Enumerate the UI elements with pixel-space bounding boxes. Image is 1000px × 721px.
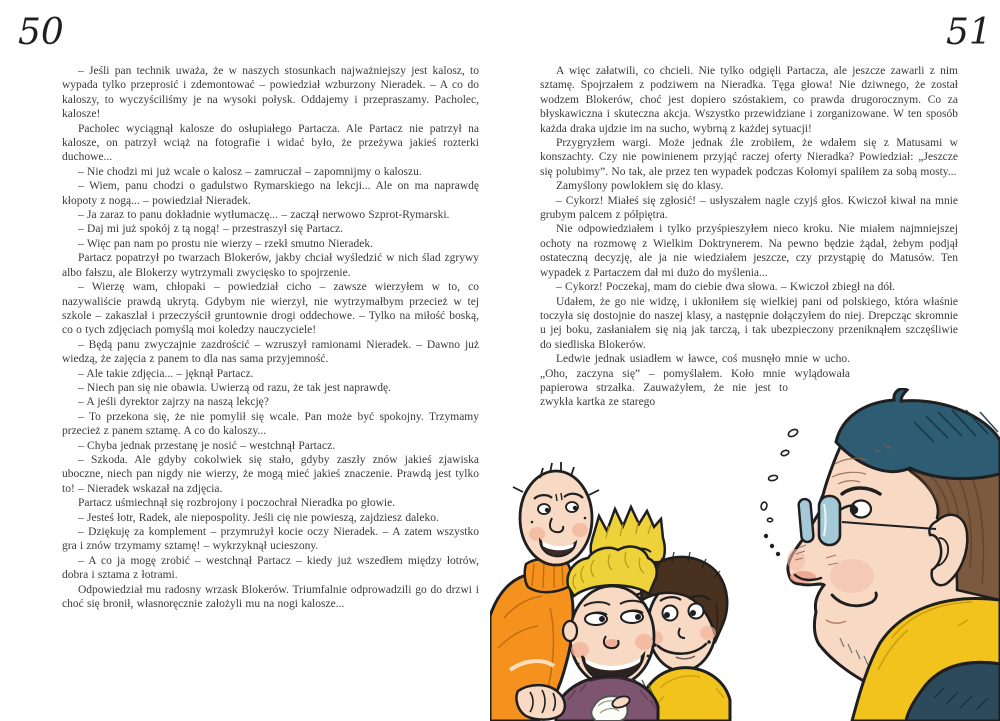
paragraph: Przygryzłem wargi. Może jednak źle zrobiłem, że wdałem się z Matusami w konszachty. Czy nie powinienem przyjąć raczej oferty Nieradka? Powiedział: „Jeszcze się polubimy”. No tak, ale przez ten wypadek podczas Kołomyi spaliłem za sobą mosty... bbox=[540, 137, 958, 178]
boy-orange-hand bbox=[516, 685, 564, 720]
paragraph: – Jeśli pan technik uważa, że w naszych stosunkach najważniejszy jest kalosz, to wypada tylko przeprosić i zdemontować – powiedział wzburzony Nieradek. – A co do kaloszy, to wyczyściliśmy je na wysoki połysk. Oddajemy i przepraszamy. Pacholec, kalosze! bbox=[62, 65, 479, 121]
paragraph-with-wrap bbox=[540, 352, 958, 410]
paragraph: – Wierzę wam, chłopaki – powiedział cicho – zawsze wierzyłem w to, co nazywaliście prawdą ukrytą. Gdybym nie wierzył, nie wytrzymałbym przecież w tej szkole – zakaszlał i przeczyścił gruntownie drogi oddechowe. – Tylko na miłość boską, co o tych zdjęciach pomyślą moi koledzy nauczyciele! bbox=[62, 281, 479, 337]
paragraph: Partacz popatrzył po twarzach Blokerów, jakby chciał wyśledzić w nich ślad zgrywy albo fałszu, ale Blokerzy wytrzymali zwycięsko to spojrzenie. bbox=[62, 252, 479, 279]
text-wrap-spacer bbox=[850, 352, 958, 382]
text-wrap-spacer bbox=[788, 382, 958, 642]
paragraph: – Daj mi już spokój z tą nogą! – przestraszył się Partacz. bbox=[78, 223, 343, 236]
jacket bbox=[906, 662, 1000, 721]
paragraph: Odpowiedział mu radosny wrzask Blokerów. Triumfalnie odprowadzili go do drzwi i choć się bronił, własnoręcznie założyli mu na nogi kalosze... bbox=[62, 583, 479, 611]
paragraph: – Ja zaraz to panu dokładnie wytłumaczę... – zaczął nerwowo Szprot-Rymarski. bbox=[78, 209, 450, 222]
page-number-left: 50 bbox=[18, 12, 64, 53]
paragraph: – To przekona się, że nie pomylił się wcale. Pan może być spokojny. Trzymamy przecież z panem sztamę. A co do kaloszy... bbox=[62, 410, 479, 438]
paragraph: – Dziękuję za komplement – przymrużył kocie oczy Nieradek. – A zatem wszystko gra i znów trzymamy sztamę! – wykrzyknął ucieszony. bbox=[62, 526, 479, 553]
paragraph: – Jesteś łotr, Radek, ale niepospolity. Jeśli cię nie powieszą, zajdziesz daleko. bbox=[78, 511, 439, 524]
paragraph: Partacz uśmiechnął się rozbrojony i poczochrał Nieradka po głowie. bbox=[78, 497, 396, 510]
paragraph: – Wiem, panu chodzi o gadulstwo Rymarskiego na lekcji... Ale on ma naprawdę kłopoty z nogą... – powiedział Nieradek. bbox=[62, 180, 479, 207]
paragraph: – Nie chodzi mi już wcale o kalosz – zamruczał – zapomnijmy o kaloszu. bbox=[78, 165, 422, 178]
paragraph: – Cykorz! Miałeś się zgłosić! – usłyszałem nagle czyjś głos. Kwiczoł kiwał na mnie grubym palcem z półpiętra. bbox=[540, 194, 958, 222]
paragraph: – Ale takie zdjęcia... – jęknął Partacz. bbox=[78, 367, 254, 380]
paragraph: Pacholec wyciągnął kalosze do osłupiałego Partacza. Ale Partacz nie patrzył na kalosze, on patrzył wciąż na fotografie i widać było, że przeżywa jakieś rozterki duchowe... bbox=[62, 122, 479, 164]
paragraph: – Będą panu zwyczajnie zazdrościć – wzruszył ramionami Nieradek. – Dawno już wiedzą, że zajęcia z panem to dla nas sama przyjemność. bbox=[62, 338, 479, 366]
yellow-shirt bbox=[646, 668, 730, 721]
page-number-right: 51 bbox=[946, 12, 992, 53]
paragraph: – Cykorz! Poczekaj, mam do ciebie dwa słowa. – Kwiczoł zbiegł na dół. bbox=[556, 281, 896, 294]
right-page-text-column bbox=[540, 64, 958, 642]
paragraph: – A co ja mogę zrobić – westchnął Partacz – kiedy już wszedłem między łotrów, dobra i sztama z łotrami. bbox=[62, 554, 479, 582]
paragraph: Nie odpowiedziałem i tylko przyśpieszyłem nieco kroku. Nie miałem najmniejszej ochoty na rozmowę z Wielkim Doktrynerem. Na pewno będzie żądał, żebym podjął ostateczną decyzję, ale ja nie wiedziałem jeszcze, czy przystąpię do Matusów. Ten wypadek z Partaczem dał mi dużo do myślenia... bbox=[540, 223, 958, 279]
paragraph: – Szkoda. Ale gdyby cokolwiek się stało, gdyby zaszły znów jakieś zjawiska uboczne, niech pan nigdy nie wierzy, że mogą mieć jakieś znaczenie. Prawdą jest tylko to! – Nieradek wskazał na zdjęcia. bbox=[62, 453, 479, 495]
purple-sweater bbox=[556, 677, 658, 721]
left-page-text-column bbox=[62, 64, 479, 611]
paragraph: Udałem, że go nie widzę, i ukłoniłem się wielkiej pani od polskiego, która właśnie toczyła się dostojnie do naszej klasy, a następnie dołączyłem do niej. Drepcząc skromnie u jej boku, zasłaniałem się nią jak tarczą, i tak ubezpieczony przeniknąłem szczęśliwie do siedliska Blokerów. bbox=[540, 295, 958, 351]
paragraph: – Więc pan nam po prostu nie wierzy – rzekł smutno Nieradek. bbox=[78, 237, 373, 250]
paragraph: A więc załatwili, co chcieli. Nie tylko odgięli Partacza, ale jeszcze zawarli z nim sztamę. Spojrzałem z podziwem na Nieradka. Tęga głowa! Nie dziwnego, że został wodzem Blokerów, choć jest dopiero szóstakiem, co prawda drugorocznym. Co za błyskawiczna i skuteczna akcja. Wszystko przewidziane i zorganizowane. W ten sposób każda draka ujdzie im na sucho, wybrną z każdej sytuacji! bbox=[540, 65, 958, 135]
paragraph-text: Ledwie jednak usiadłem w ławce, coś musnęło mnie w ucho. „Oho, zaczyna się” – pomyślałem. Koło mnie wylądowała papierowa strzałka. Zauważyłem, że nie jest to zwykła kartka ze starego bbox=[540, 353, 850, 409]
paragraph: – A jeśli dyrektor zajrzy na naszą lekcję? bbox=[78, 396, 269, 409]
paragraph: Zamyślony powlokłem się do klasy. bbox=[556, 180, 724, 193]
paragraph: – Chyba jednak przestanę je nosić – westchnął Partacz. bbox=[78, 439, 336, 452]
paragraph: – Niech pan się nie obawia. Uwierzą od razu, że tak jest naprawdę. bbox=[78, 381, 391, 394]
paper-dart-in-hands bbox=[591, 696, 627, 721]
